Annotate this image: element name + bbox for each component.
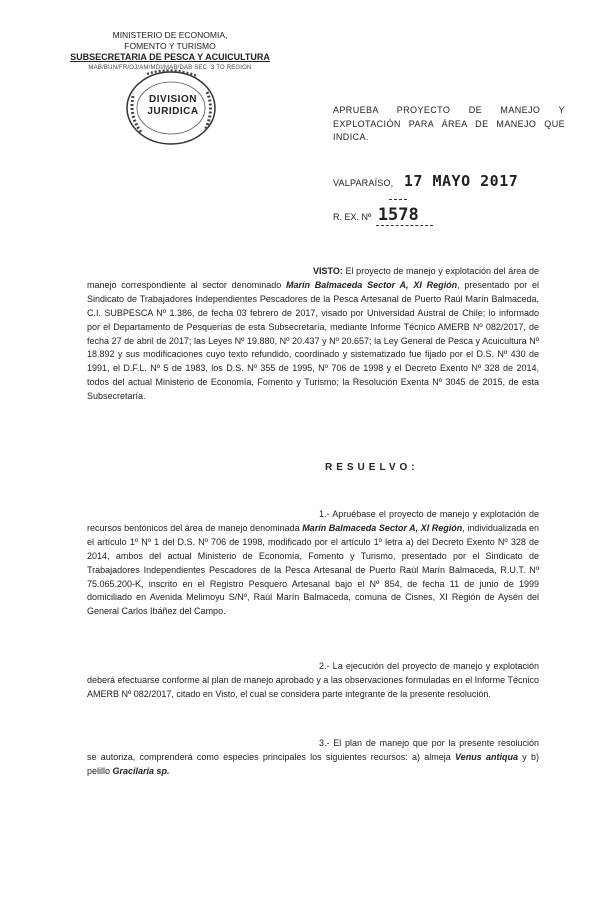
visto-label: VISTO: bbox=[313, 266, 343, 276]
resolution-number: 1578 bbox=[376, 205, 433, 226]
resolution-number-line bbox=[333, 205, 573, 225]
resolution-subject: APRUEBA PROYECTO DE MANEJO Y EXPLOTACIÓN PARA ÁREA DE MANEJO QUE INDICA. bbox=[333, 105, 565, 142]
article-3-text-1: El plan de manejo que por la presente resolución se autoriza, comprenderá como especies principales los siguientes recursos: a) almeja bbox=[87, 738, 539, 762]
division-juridica-stamp bbox=[107, 66, 217, 146]
ministry-line-2: FOMENTO Y TURISMO bbox=[124, 41, 216, 51]
stamp-line-2: JURIDICA bbox=[147, 106, 199, 117]
visto-paragraph bbox=[87, 265, 539, 404]
article-3-number: 3.- bbox=[319, 738, 330, 748]
city: VALPARAÍSO, bbox=[333, 178, 394, 188]
article-1-text-2: , individualizada en el artículo 1º Nº 1 del D.S. Nº 706 de 1998, modificado por el artículo 1º letra a) del Decreto Exento Nº 328 de 2014, ambos del actual Ministerio de Economía, Fomento y Turismo, presentado por el Sindicato de Trabajadores Independientes Pescadores de la Pesca Artesanal de Puerto Raúl Marín Balmaceda, R.U.T. Nº 75.065.200-K, inscrito en el Registro Pesquero Artesanal bajo el Nº 854, de fecha 11 de junio de 1999 domiciliado en Avenida Melimoyu S/Nº, Raúl Marín Balmaceda, comuna de Cisnes, XI Región de Aysén del General Carlos Ibáñez del Campo. bbox=[87, 522, 540, 617]
resuelvo-heading: RESUELVO: bbox=[325, 462, 419, 473]
stamp-line-1: DIVISION bbox=[149, 94, 197, 105]
species-gracilaria: Gracilaria sp. bbox=[112, 765, 170, 776]
ministry-line-1: MINISTERIO DE ECONOMIA, bbox=[112, 30, 228, 40]
article-1-place: Marín Balmaceda Sector A, XI Región bbox=[302, 522, 463, 533]
resolution-label: R. EX. Nº bbox=[333, 212, 372, 222]
subsecretaria-title: SUBSECRETARIA DE PESCA Y ACUICULTURA bbox=[70, 52, 270, 62]
article-2-number: 2.- bbox=[319, 661, 330, 671]
article-1-text-1: Apruébase el proyecto de manejo y explotación de recursos bentónicos del área de manejo denominada bbox=[87, 509, 539, 533]
number-dash-mark bbox=[389, 199, 407, 200]
article-1-number: 1.- bbox=[319, 509, 330, 519]
article-2-text: La ejecución del proyecto de manejo y explotación deberá efectuarse conforme al plan de manejo aprobado y a las observaciones formuladas en el Informe Técnico AMERB Nº 082/2017, citado en Visto, el cual se considera parte integrante de la presente resolución. bbox=[87, 661, 539, 699]
article-1 bbox=[87, 508, 539, 619]
dateline bbox=[333, 172, 573, 190]
visto-text-1: El proyecto de manejo y explotación del área de manejo correspondiente al sector denominado bbox=[87, 266, 539, 290]
stamp-label bbox=[143, 94, 203, 118]
reference-initials: MAB/BUN/FR/OJ/AM/MDI/MAB/DAB SEC. 3 TO REGION bbox=[88, 65, 252, 71]
visto-place: Marín Balmaceda Sector A, XI Región bbox=[286, 279, 458, 290]
article-2 bbox=[87, 660, 539, 702]
date-stamp: 17 MAYO 2017 bbox=[403, 172, 519, 190]
visto-text-2: , presentado por el Sindicato de Trabajadores Independientes Pescadores de la Pesca Artesanal de Puerto Raúl Marín Balmaceda, C.I. SUBPESCA Nº 1.386, de fecha 03 febrero de 2017, visado por Universidad Austral de Chile; lo informado por el Departamento de Pesquerías de esta Subsecretaría, mediante Informe Técnico AMERB Nº 082/2017, de fecha 27 de abril de 2017; las Leyes Nº 19.880, Nº 20.437 y Nº 20.657; la Ley General de Pesca y Acuicultura Nº 18.892 y sus modificaciones cuyo texto refundido, coordinado y sistematizado fue fijado por el D.S. Nº 430 de 1991, el D.F.L. Nº 5 de 1983, los D.S. Nº 355 de 1995, Nº 706 de 1998 y el Decreto Exento Nº 328 de 2014, todos del actual Ministerio de Economía, Fomento y Turismo; la Resolución Exenta Nº 3045 de 2015, de esta Subsecretaría. bbox=[87, 279, 539, 402]
article-3-text-2: y b) pelillo bbox=[87, 751, 539, 776]
species-venus: Venus antiqua bbox=[455, 751, 518, 762]
article-3 bbox=[87, 737, 539, 779]
